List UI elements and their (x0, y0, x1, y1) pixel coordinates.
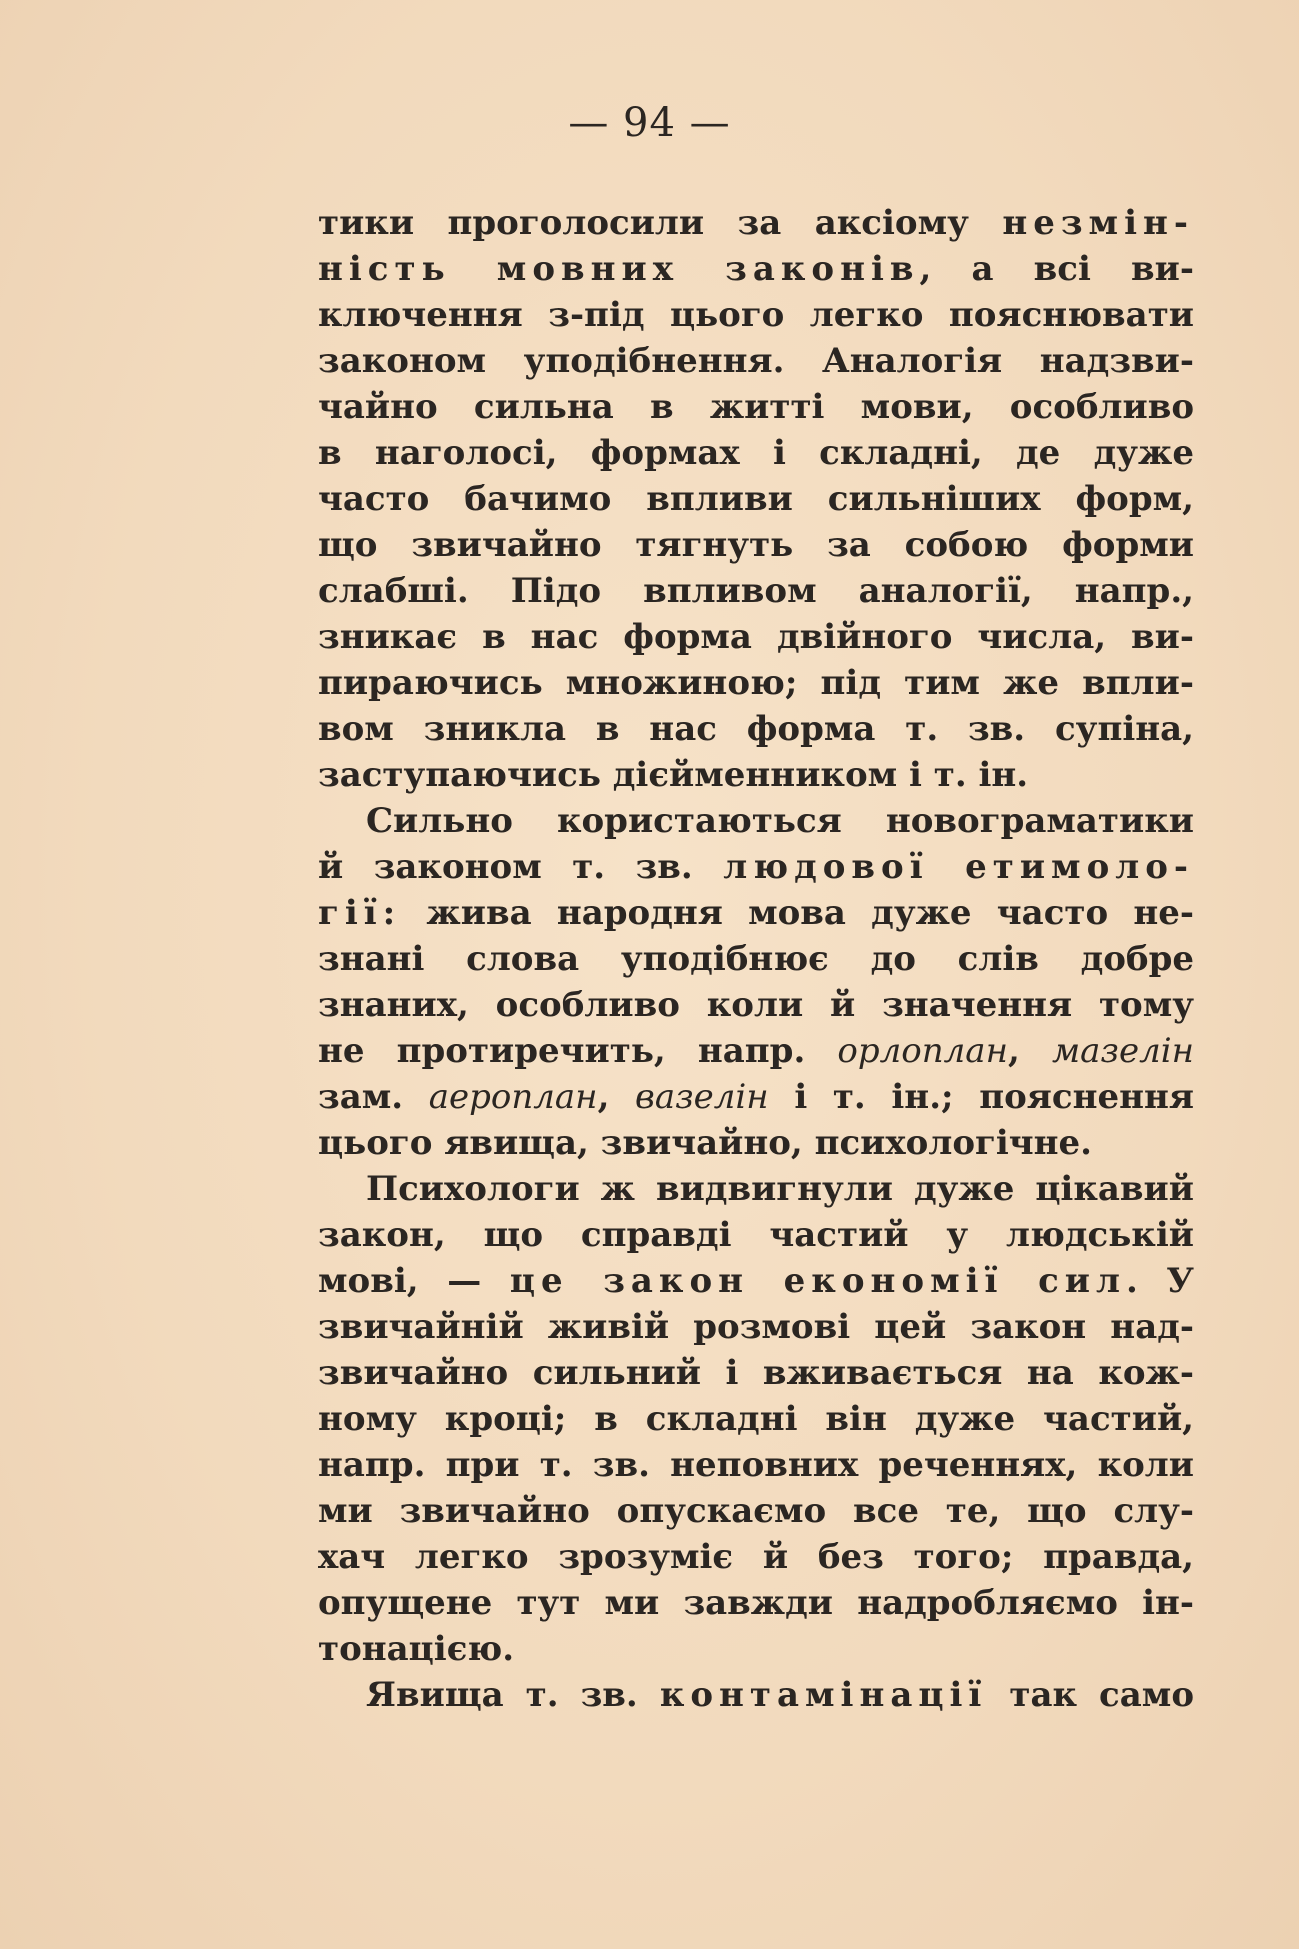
spaced-emphasis: гії: (318, 893, 402, 933)
spaced-emphasis: ність мовних законів (318, 249, 920, 289)
text-line: мові, — це закон економії сил. У (318, 1261, 1194, 1301)
spaced-emphasis: людової етимоло- (723, 847, 1194, 887)
page-number: — 94 — (568, 100, 731, 146)
text-line: законом уподібнення. Аналогія надзви- (318, 341, 1194, 381)
text-line: закон, що справді частий у людській (318, 1215, 1194, 1255)
spaced-emphasis: незмін- (1002, 203, 1194, 243)
text-line: вом зникла в нас форма т. зв. супіна, (318, 709, 1194, 749)
text-line: чайно сильна в житті мови, особливо (318, 387, 1194, 427)
text-line: знані слова уподібнює до слів добре (318, 939, 1194, 979)
text-line: й законом т. зв. людової етимоло- (318, 847, 1194, 887)
text-line: що звичайно тягнуть за собою форми (318, 525, 1194, 565)
text-line: Явища т. зв. контамінації так само (366, 1675, 1194, 1715)
text-line: не протиречить, напр. орлоплан, мазелін (318, 1031, 1194, 1071)
text-line: заступаючись дієйменником і т. ін. (318, 755, 1029, 795)
text-line: Сильно користаються новограматики (366, 801, 1194, 841)
text-line: зникає в нас форма двійного числа, ви- (318, 617, 1194, 657)
text-line: пираючись множиною; під тим же впли- (318, 663, 1194, 703)
spaced-emphasis: це закон економії сил (509, 1261, 1126, 1301)
text-line: хач легко зрозуміє й без того; правда, (318, 1537, 1194, 1577)
text-line: часто бачимо впливи сильніших форм, (318, 479, 1194, 519)
text-line: тонацією. (318, 1629, 515, 1669)
text-line: цього явища, звичайно, психологічне. (318, 1123, 1092, 1163)
text-line: звичайно сильний і вживається на кож- (318, 1353, 1194, 1393)
text-line: ність мовних законів, а всі ви- (318, 249, 1194, 289)
text-line: Психологи ж видвигнули дуже цікавий (366, 1169, 1194, 1209)
text-line: зам. аероплан, вазелін і т. ін.; пояснення (318, 1077, 1194, 1117)
text-line: звичайній живій розмові цей закон над- (318, 1307, 1194, 1347)
italic-term: аероплан (428, 1077, 598, 1117)
italic-term: мазелін (1051, 1031, 1194, 1071)
text-line: ключення з-під цього легко пояснювати (318, 295, 1194, 335)
text-line: слабші. Підо впливом аналогії, напр., (318, 571, 1194, 611)
spaced-emphasis: контамінації (659, 1675, 988, 1715)
text-line: напр. при т. зв. неповних реченнях, коли (318, 1445, 1194, 1485)
text-line: опущене тут ми завжди надробляємо ін- (318, 1583, 1194, 1623)
italic-term: вазелін (635, 1077, 769, 1117)
text-line: ми звичайно опускаємо все те, що слу- (318, 1491, 1194, 1531)
text-line: знаних, особливо коли й значення тому (318, 985, 1194, 1025)
text-line: тики проголосили за аксіому незмін- (318, 203, 1194, 243)
body-text (318, 200, 1194, 1718)
text-line: ному кроці; в складні він дуже частий, (318, 1399, 1194, 1439)
text-line: гії: жива народня мова дуже часто не- (318, 893, 1194, 933)
text-line: в наголосі, формах і складні, де дуже (318, 433, 1194, 473)
italic-term: орлоплан (837, 1031, 1008, 1071)
